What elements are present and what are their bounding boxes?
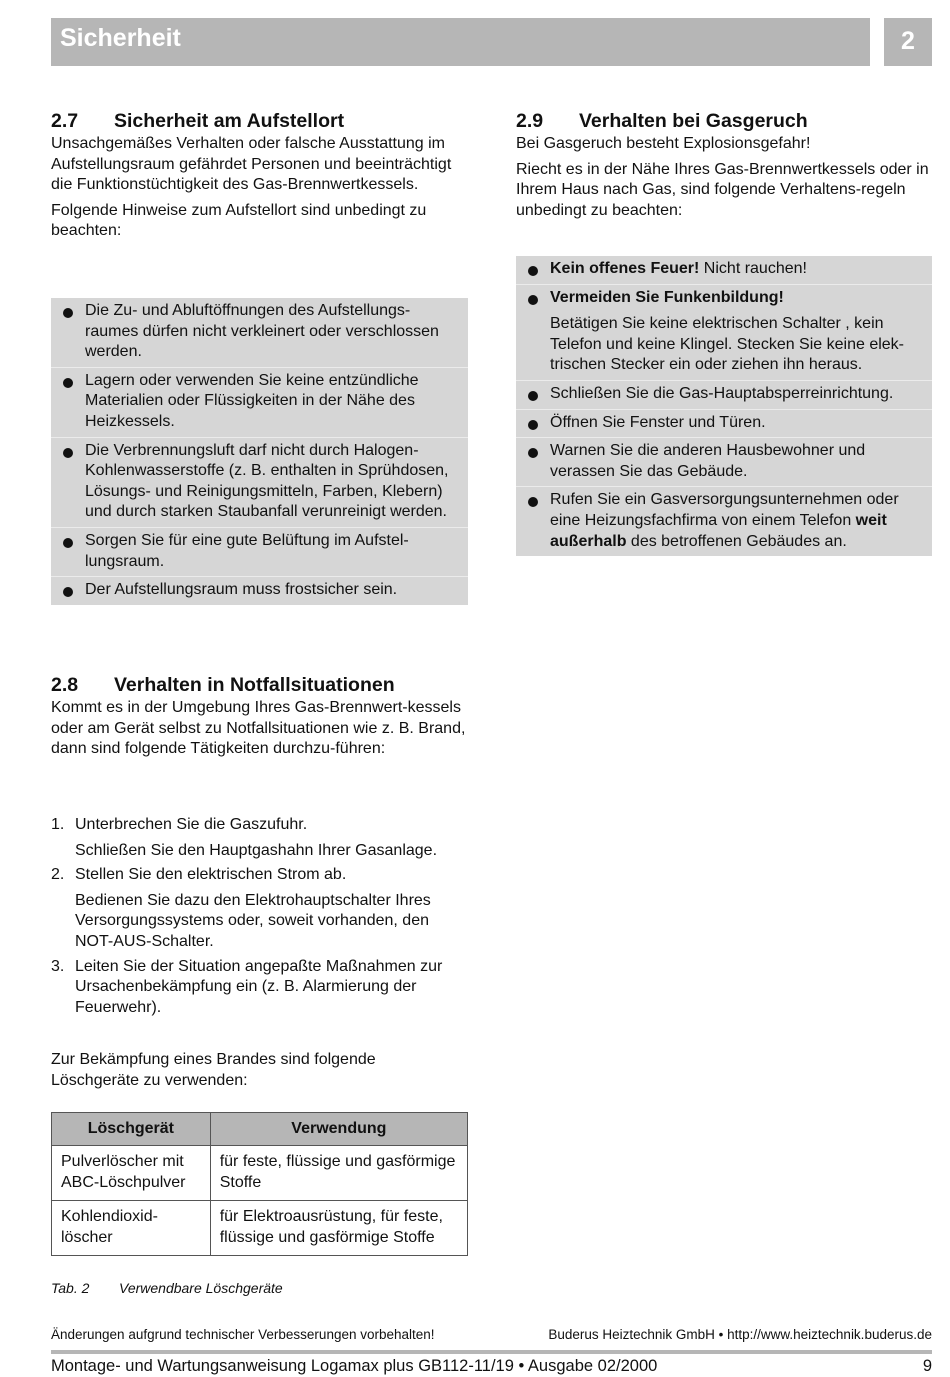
list-item-text: Sorgen Sie für eine gute Belüftung im Aufstel-lungsraum.	[85, 531, 409, 570]
document-title: Montage- und Wartungsanweisung Logamax plus GB112-11/19 • Ausgabe 02/2000	[51, 1357, 658, 1375]
list-item	[516, 285, 932, 381]
section-title: Sicherheit am Aufstellort	[114, 110, 345, 132]
bullet-icon	[63, 448, 73, 458]
list-item	[51, 528, 468, 577]
section-heading	[51, 672, 468, 698]
list-item-text: Lagern oder verwenden Sie keine entzündliche Materialien oder Flüssigkeiten in der Nähe des Heizkessels.	[85, 371, 419, 430]
list-item-text: Öffnen Sie Fenster und Türen.	[550, 413, 766, 431]
list-item	[516, 487, 932, 556]
header-title: Sicherheit	[60, 24, 181, 52]
extinguisher-table-wrap	[51, 1112, 468, 1256]
list-item-text: Nicht rauchen!	[699, 260, 807, 277]
list-item-text: Der Aufstellungsraum muss frostsicher sein.	[85, 581, 398, 599]
column-header: Verwendung	[210, 1113, 467, 1146]
bullet-icon	[63, 587, 73, 597]
step-text: Stellen Sie den elektrischen Strom ab.	[75, 866, 347, 884]
step-detail: Schließen Sie den Hauptgashahn Ihrer Gasanlage.	[75, 841, 438, 859]
section-2-9	[516, 108, 932, 226]
installation-notes-box	[51, 298, 468, 605]
footer	[51, 1357, 932, 1376]
header-bar	[51, 18, 870, 66]
list-item-detail: Betätigen Sie keine elektrischen Schalter , kein Telefon und keine Klingel. Stecken Sie keine elek-trischen Stecker ein oder ziehen ihn heraus.	[550, 315, 904, 374]
bullet-icon	[528, 295, 538, 305]
bullet-icon	[528, 448, 538, 458]
table-cell: Kohlendioxid-löscher	[52, 1201, 211, 1256]
bullet-icon	[63, 308, 73, 318]
chapter-number: 2	[884, 18, 932, 66]
section-heading	[516, 108, 932, 134]
table-cell: für feste, flüssige und gasförmige Stoffe	[210, 1146, 467, 1201]
section-number: 2.8	[51, 674, 79, 696]
step-text: Leiten Sie der Situation angepaßte Maßnahmen zur Ursachenbekämpfung ein (z. B. Alarmierung der Feuerwehr).	[75, 957, 443, 1016]
step-number: 1.	[51, 816, 65, 833]
step-number: 3.	[51, 957, 65, 975]
list-item-text: Die Verbrennungsluft darf nicht durch Halogen-Kohlenwasserstoffe (z. B. enthalten in Sprühdosen, Lösungs- und Reinigungsmitteln, Farben, Klebern) und durch starken Staubanfall verunreinigt werden.	[85, 441, 449, 521]
footer-note-left: Änderungen aufgrund technischer Verbesserungen vorbehalten!	[51, 1327, 435, 1342]
table-row	[52, 1201, 468, 1256]
step-item	[51, 865, 468, 952]
bullet-icon	[528, 420, 538, 430]
caption-text: Verwendbare Löschgeräte	[119, 1280, 283, 1296]
step-detail: Bedienen Sie dazu den Elektrohauptschalter Ihres Versorgungssystems oder, soweit vorhanden, den NOT-AUS-Schalter.	[75, 891, 431, 950]
section-2-8	[51, 672, 468, 765]
bullet-icon	[63, 538, 73, 548]
list-item	[51, 438, 468, 528]
list-item	[51, 368, 468, 438]
section-title: Verhalten bei Gasgeruch	[579, 110, 808, 132]
step-item	[51, 815, 468, 861]
list-item	[516, 438, 932, 487]
step-number: 2.	[51, 866, 65, 884]
paragraph: Riecht es in der Nähe Ihres Gas-Brennwertkessels oder in Ihrem Haus nach Gas, sind folgende Verhaltens-regeln unbedingt zu beachten:	[516, 160, 929, 219]
list-item-emphasis: Kein offenes Feuer!	[550, 260, 700, 277]
list-item	[516, 410, 932, 439]
section-number: 2.7	[51, 110, 79, 132]
list-item	[51, 577, 468, 605]
list-item-text: Schließen Sie die Gas-Hauptabsperreinrichtung.	[550, 384, 894, 402]
bullet-icon	[528, 391, 538, 401]
list-item	[516, 256, 932, 285]
page-number: 9	[922, 1357, 932, 1375]
extinguisher-table	[51, 1112, 468, 1256]
list-item	[516, 381, 932, 410]
table-header-row	[52, 1113, 468, 1146]
footer-note-right: Buderus Heiztechnik GmbH • http://www.heiztechnik.buderus.de	[548, 1327, 932, 1342]
bullet-icon	[528, 497, 538, 507]
list-item-text: Warnen Sie die anderen Hausbewohner und verassen Sie das Gebäude.	[550, 442, 866, 480]
paragraph: Zur Bekämpfung eines Brandes sind folgende Löschgeräte zu verwenden:	[51, 1051, 376, 1089]
table-cell: für Elektroausrüstung, für feste, flüssige und gasförmige Stoffe	[210, 1201, 467, 1256]
list-item-text: Die Zu- und Abluftöffnungen des Aufstellungs-raumes dürfen nicht verkleinert oder verschlossen werden.	[85, 302, 439, 361]
step-item	[51, 957, 468, 1019]
gas-smell-rules-box	[516, 256, 932, 556]
paragraph: Bei Gasgeruch besteht Explosionsgefahr!	[516, 135, 811, 152]
list-item	[51, 298, 468, 368]
paragraph: Kommt es in der Umgebung Ihres Gas-Brennwert-kessels oder am Gerät selbst zu Notfallsituationen wie z. B. Brand, dann sind folgende Tätigkeiten durchzu-führen:	[51, 699, 466, 758]
emergency-steps	[51, 815, 468, 1022]
section-heading	[51, 108, 468, 134]
bullet-icon	[63, 378, 73, 388]
paragraph: Unsachgemäßes Verhalten oder falsche Ausstattung im Aufstellungsraum gefährdet Personen und beeinträchtigt die Funktionstüchtigkeit des Gas-Brennwertkessels.	[51, 135, 452, 194]
table-cell: Pulverlöscher mit ABC-Löschpulver	[52, 1146, 211, 1201]
paragraph: Folgende Hinweise zum Aufstellort sind unbedingt zu beachten:	[51, 201, 427, 240]
table-row	[52, 1146, 468, 1201]
caption-label: Tab. 2	[51, 1280, 90, 1296]
list-item-text: Rufen Sie ein Gasversorgungsunternehmen oder eine Heizungsfachfirma von einem Telefon	[550, 491, 899, 529]
column-header: Löschgerät	[52, 1113, 211, 1146]
section-title: Verhalten in Notfallsituationen	[114, 674, 395, 696]
section-2-7	[51, 108, 468, 247]
footer-rule	[51, 1350, 932, 1354]
extinguisher-intro	[51, 1050, 468, 1096]
list-item-emphasis: Vermeiden Sie Funkenbildung!	[550, 288, 784, 306]
table-caption	[51, 1280, 468, 1296]
list-item-text: des betroffenen Gebäudes an.	[626, 532, 847, 550]
bullet-icon	[528, 266, 538, 276]
step-text: Unterbrechen Sie die Gaszufuhr.	[75, 816, 308, 833]
list-item-emphasis: weit außerhalb	[550, 511, 887, 550]
section-number: 2.9	[516, 110, 544, 132]
